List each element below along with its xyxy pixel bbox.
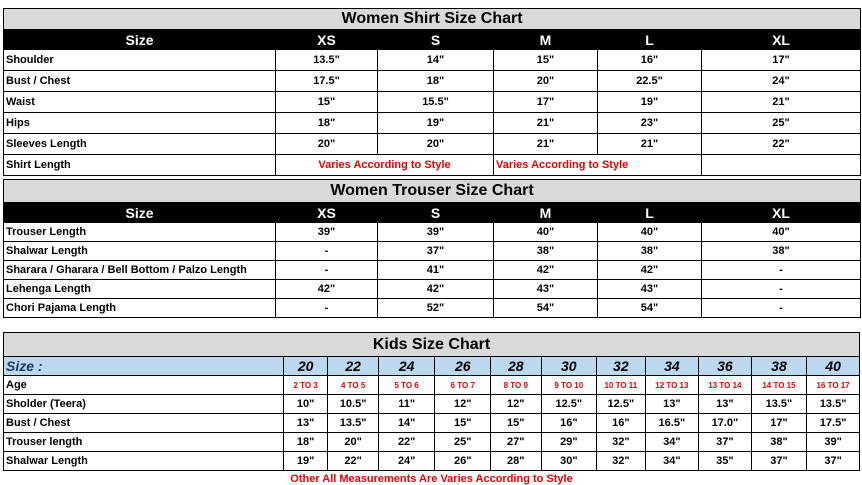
cell: 19" <box>598 92 702 113</box>
age-cell: 13 TO 14 <box>699 376 752 395</box>
row-label: Age <box>4 376 284 395</box>
cell: 22" <box>378 433 435 452</box>
cell: 39" <box>378 223 494 242</box>
row-label: Sleeves Length <box>4 134 276 155</box>
cell: 10" <box>283 395 327 414</box>
trouser-header-xs: XS <box>276 203 378 223</box>
cell: 15" <box>491 414 542 433</box>
cell: - <box>276 261 378 280</box>
cell: 17.0" <box>699 414 752 433</box>
cell: 24" <box>702 71 861 92</box>
cell: 38" <box>702 242 861 261</box>
cell: 16" <box>541 414 597 433</box>
cell: - <box>276 299 378 318</box>
cell: 22.5" <box>598 71 702 92</box>
cell: - <box>702 261 861 280</box>
cell: 17" <box>494 92 598 113</box>
cell: 25" <box>435 433 491 452</box>
kids-header-26: 26 <box>435 357 491 376</box>
table-row <box>4 242 861 261</box>
cell: 18" <box>276 113 378 134</box>
row-label: Trouser length <box>4 433 284 452</box>
cell: 25" <box>702 113 861 134</box>
cell: 42" <box>378 280 494 299</box>
cell: 12.5" <box>541 395 597 414</box>
cell: 43" <box>598 280 702 299</box>
cell: 43" <box>494 280 598 299</box>
cell: 13.5" <box>276 50 378 71</box>
women-shirt-size-table <box>3 8 861 176</box>
cell: 54" <box>598 299 702 318</box>
cell: 13" <box>283 414 327 433</box>
cell: 13.5" <box>751 395 807 414</box>
row-label: Sharara / Gharara / Bell Bottom / Palzo Length <box>4 261 276 280</box>
kids-header-30: 30 <box>541 357 597 376</box>
trouser-header-xl: XL <box>702 203 861 223</box>
row-label: Shirt Length <box>4 155 276 176</box>
row-label: Hips <box>4 113 276 134</box>
table-row <box>4 50 861 71</box>
table-row <box>4 452 860 471</box>
kids-header-22: 22 <box>328 357 379 376</box>
cell: 20" <box>276 134 378 155</box>
cell: 11" <box>378 395 435 414</box>
row-label: Sholder (Teera) <box>4 395 284 414</box>
cell: 34" <box>645 433 699 452</box>
table-row <box>4 113 861 134</box>
trouser-header-size: Size <box>4 203 276 223</box>
cell: 17.5" <box>807 414 860 433</box>
cell: - <box>276 242 378 261</box>
kids-header-36: 36 <box>699 357 752 376</box>
cell: 27" <box>491 433 542 452</box>
cell: 14" <box>378 414 435 433</box>
cell: 37" <box>751 452 807 471</box>
cell: 18" <box>378 71 494 92</box>
cell: 13" <box>699 395 752 414</box>
age-cell: 16 TO 17 <box>807 376 860 395</box>
kids-header-size: Size : <box>4 357 284 376</box>
table-row <box>4 414 860 433</box>
kids-table-title: Kids Size Chart <box>4 333 860 357</box>
cell: 16" <box>598 50 702 71</box>
kids-header-32: 32 <box>597 357 646 376</box>
cell: 22" <box>328 452 379 471</box>
cell: 37" <box>807 452 860 471</box>
cell: 19" <box>283 452 327 471</box>
cell: 37" <box>699 433 752 452</box>
row-label: Shalwar Length <box>4 452 284 471</box>
row-label: Trouser Length <box>4 223 276 242</box>
kids-header-28: 28 <box>491 357 542 376</box>
cell: 29" <box>541 433 597 452</box>
age-cell: 6 TO 7 <box>435 376 491 395</box>
cell: 42" <box>494 261 598 280</box>
trouser-header-s: S <box>378 203 494 223</box>
shirt-header-size: Size <box>4 30 276 50</box>
age-cell: 2 TO 3 <box>283 376 327 395</box>
row-label: Chori Pajama Length <box>4 299 276 318</box>
table-row <box>4 223 861 242</box>
cell: 19" <box>378 113 494 134</box>
table-row <box>4 261 861 280</box>
cell: 17" <box>751 414 807 433</box>
kids-measurement-note: Other All Measurements Are Varies According to Style <box>290 473 573 485</box>
cell: 13.5" <box>807 395 860 414</box>
cell: 37" <box>378 242 494 261</box>
shirt-length-note: Varies According to Style <box>494 155 702 176</box>
cell: 38" <box>494 242 598 261</box>
table-row <box>4 280 861 299</box>
cell: 21" <box>702 92 861 113</box>
age-cell: 10 TO 11 <box>597 376 646 395</box>
age-cell: 12 TO 13 <box>645 376 699 395</box>
women-trouser-size-table <box>3 179 861 318</box>
shirt-length-row <box>4 155 861 176</box>
age-cell: 9 TO 10 <box>541 376 597 395</box>
cell: 28" <box>491 452 542 471</box>
age-cell: 5 TO 6 <box>378 376 435 395</box>
kids-header-38: 38 <box>751 357 807 376</box>
cell: 34" <box>645 452 699 471</box>
cell: 20" <box>328 433 379 452</box>
cell: - <box>702 280 861 299</box>
cell: 16.5" <box>645 414 699 433</box>
cell: 40" <box>494 223 598 242</box>
kids-header-34: 34 <box>645 357 699 376</box>
cell: 12" <box>491 395 542 414</box>
shirt-length-note: Varies According to Style <box>276 155 494 176</box>
cell: 35" <box>699 452 752 471</box>
cell: 20" <box>494 71 598 92</box>
cell: 10.5" <box>328 395 379 414</box>
cell: 23" <box>598 113 702 134</box>
shirt-header-xl: XL <box>702 30 861 50</box>
cell: 21" <box>598 134 702 155</box>
trouser-header-l: L <box>598 203 702 223</box>
cell: 15" <box>435 414 491 433</box>
cell: 22" <box>702 134 861 155</box>
table-row <box>4 92 861 113</box>
kids-size-table <box>3 332 860 471</box>
shirt-header-l: L <box>598 30 702 50</box>
cell: 39" <box>807 433 860 452</box>
cell: 12" <box>435 395 491 414</box>
cell: 26" <box>435 452 491 471</box>
table-row <box>4 134 861 155</box>
row-label: Lehenga Length <box>4 280 276 299</box>
table-row <box>4 71 861 92</box>
cell: 42" <box>598 261 702 280</box>
cell: 14" <box>378 50 494 71</box>
shirt-header-m: M <box>494 30 598 50</box>
cell: 13" <box>645 395 699 414</box>
row-label: Waist <box>4 92 276 113</box>
age-cell: 4 TO 5 <box>328 376 379 395</box>
cell: 39" <box>276 223 378 242</box>
cell: 21" <box>494 134 598 155</box>
cell: 13.5" <box>328 414 379 433</box>
trouser-header-m: M <box>494 203 598 223</box>
cell: 21" <box>494 113 598 134</box>
kids-age-row <box>4 376 860 395</box>
trouser-table-title: Women Trouser Size Chart <box>4 180 861 203</box>
row-label: Shoulder <box>4 50 276 71</box>
cell: 32" <box>597 452 646 471</box>
table-row <box>4 299 861 318</box>
cell: 15" <box>276 92 378 113</box>
row-label: Bust / Chest <box>4 414 284 433</box>
cell: 15" <box>494 50 598 71</box>
cell: 54" <box>494 299 598 318</box>
age-cell: 14 TO 15 <box>751 376 807 395</box>
row-label: Bust / Chest <box>4 71 276 92</box>
cell: 20" <box>378 134 494 155</box>
cell: 52" <box>378 299 494 318</box>
cell: 17" <box>702 50 861 71</box>
cell: 40" <box>702 223 861 242</box>
cell: 42" <box>276 280 378 299</box>
cell: 32" <box>597 433 646 452</box>
cell: 12.5" <box>597 395 646 414</box>
cell: 24" <box>378 452 435 471</box>
cell: 17.5" <box>276 71 378 92</box>
table-row <box>4 433 860 452</box>
kids-header-40: 40 <box>807 357 860 376</box>
age-cell: 8 TO 9 <box>491 376 542 395</box>
cell: 41" <box>378 261 494 280</box>
row-label: Shalwar Length <box>4 242 276 261</box>
cell: 40" <box>598 223 702 242</box>
cell: 18" <box>283 433 327 452</box>
kids-header-24: 24 <box>378 357 435 376</box>
shirt-header-xs: XS <box>276 30 378 50</box>
table-row <box>4 395 860 414</box>
cell <box>702 155 861 176</box>
shirt-header-s: S <box>378 30 494 50</box>
cell: 16" <box>597 414 646 433</box>
cell: 30" <box>541 452 597 471</box>
cell: 38" <box>751 433 807 452</box>
cell: 15.5" <box>378 92 494 113</box>
cell: - <box>702 299 861 318</box>
kids-header-20: 20 <box>283 357 327 376</box>
cell: 38" <box>598 242 702 261</box>
shirt-table-title: Women Shirt Size Chart <box>4 9 861 30</box>
